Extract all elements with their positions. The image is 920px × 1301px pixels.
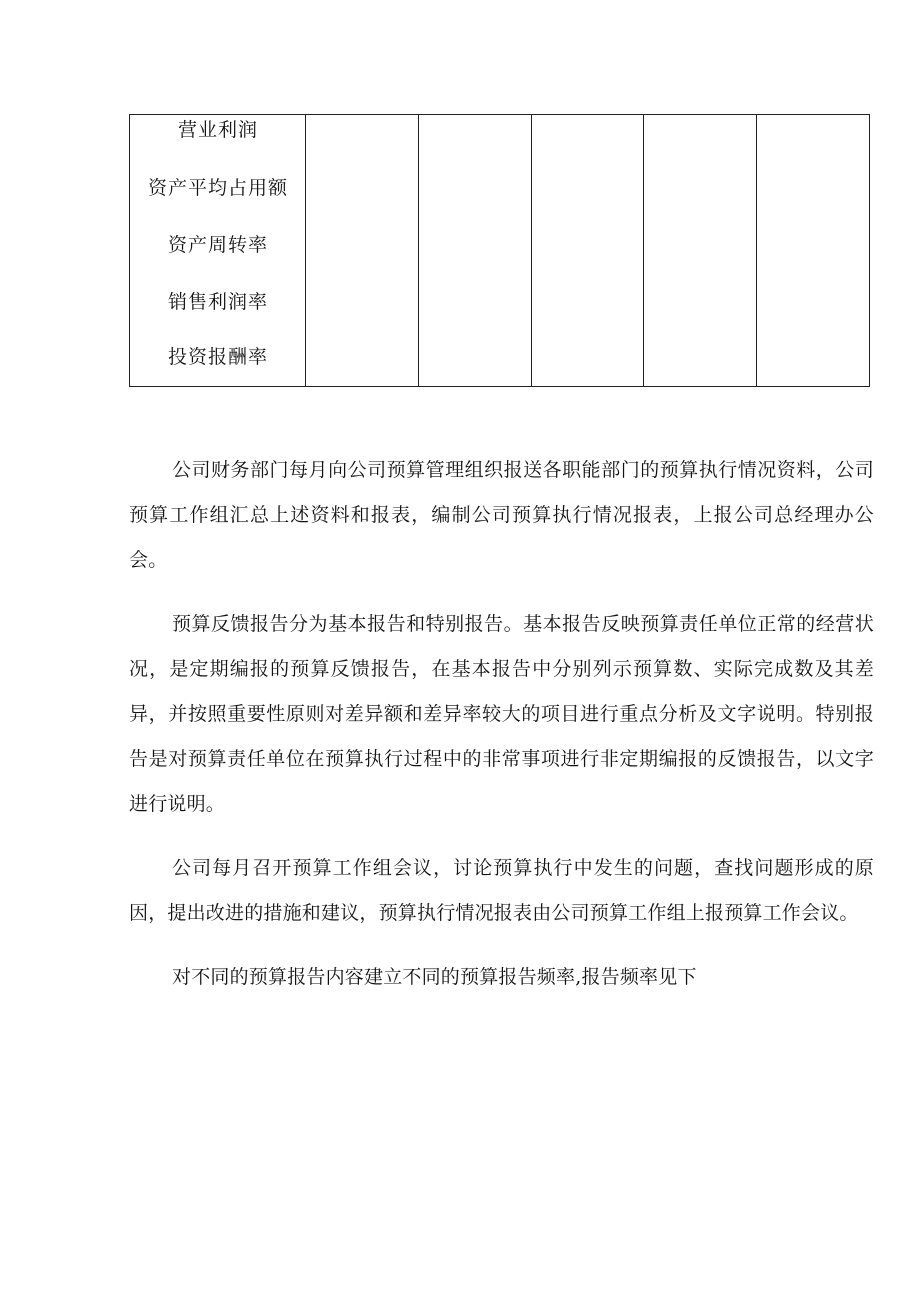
metric-label-operating-profit: 营业利润	[177, 119, 258, 141]
paragraph-feedback-reports: 预算反馈报告分为基本报告和特别报告。基本报告反映预算责任单位正常的经营状况，是定期编报的预算反馈报告，在基本报告中分别列示预算数、实际完成数及其差异，并按照重要性原则对差异额和差异率较大的项目进行重点分析及文字说明。特别报告是对预算责任单位在预算执行过程中的非常事项进行非定期编报的反馈报告，以文字进行说明。	[129, 613, 874, 815]
metric-label-sales-profit-margin: 销售利润率	[167, 291, 268, 313]
metric-label-return-on-investment: 投资报酬率	[167, 346, 268, 368]
budget-metrics-table	[129, 114, 870, 387]
metric-label-asset-turnover: 资产周转率	[167, 234, 268, 256]
paragraph-monthly-reporting: 公司财务部门每月向公司预算管理组织报送各职能部门的预算执行情况资料，公司预算工作组汇总上述资料和报表，编制公司预算执行情况报表，上报公司总经理办公会。	[129, 459, 874, 571]
metric-label-column	[130, 115, 306, 386]
table-data-column	[532, 115, 645, 386]
metric-label-average-assets: 资产平均占用额	[147, 177, 288, 199]
paragraph-report-frequency: 对不同的预算报告内容建立不同的预算报告频率,报告频率见下	[172, 966, 697, 988]
table-data-column	[419, 115, 532, 386]
table-data-column	[757, 115, 869, 386]
document-body	[129, 448, 874, 1019]
paragraph-monthly-meeting: 公司每月召开预算工作组会议，讨论预算执行中发生的问题，查找问题形成的原因，提出改进的措施和建议，预算执行情况报表由公司预算工作组上报预算工作会议。	[129, 857, 874, 924]
table-data-column	[644, 115, 757, 386]
table-data-column	[306, 115, 419, 386]
